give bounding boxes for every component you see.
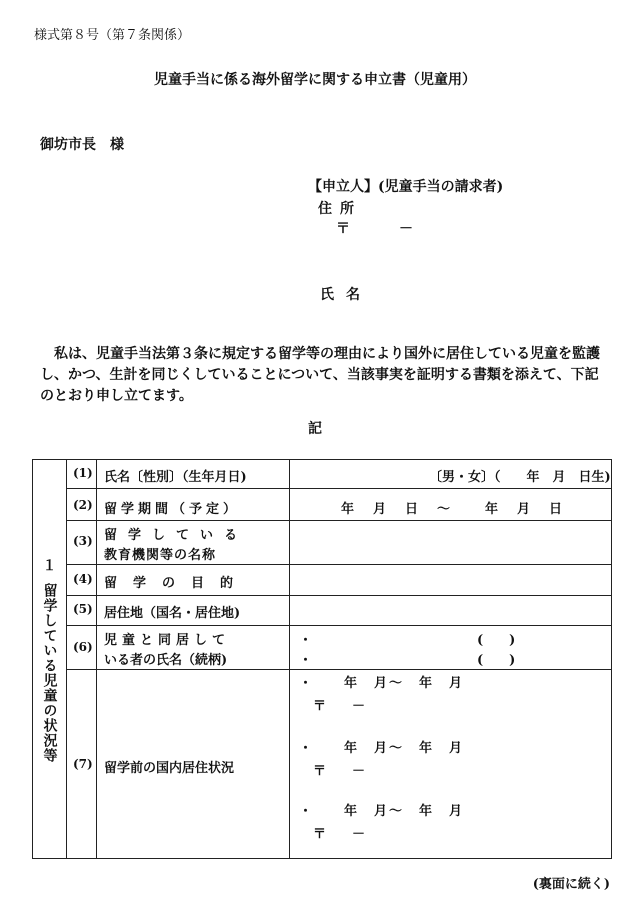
status-table [32,459,612,859]
form-number: 様式第８号（第７条関係） [34,28,191,43]
cohabitant-entry: ・ [299,633,313,648]
row-number: (4) [73,572,93,586]
table-divider [66,520,611,521]
table-divider [66,625,611,626]
table-divider [66,595,611,596]
residence-postal: 〒 － [313,764,366,779]
row-label: 留学前の国内居住状況 [104,761,235,776]
recipient: 御坊市長 様 [40,137,124,153]
row-label: 教育機関等の名称 [104,548,217,563]
row-label: 留学している [104,528,249,543]
table-divider [66,669,611,670]
ki-heading: 記 [308,421,322,437]
document-title: 児童手当に係る海外留学に関する申立書（児童用） [154,72,476,88]
section-label [33,460,66,858]
table-divider [66,488,611,489]
cohabitant-relation: ( ) [477,653,516,668]
row-label: 留学の目的 [104,576,250,591]
row-value: 〔男・女〕（ 年 月 日生) [429,470,611,485]
residence-period: ・ 年 月～ 年 月 [299,741,465,756]
residence-postal: 〒 － [313,699,366,714]
section-number: １ [42,558,57,574]
postal-mark: 〒 [336,221,350,237]
table-divider [66,564,611,565]
applicant-title: 【申立人】(児童手当の請求者) [308,179,504,195]
row-label: いる者の氏名（続柄) [104,653,228,668]
row-number: (1) [73,466,93,480]
row-number: (7) [73,757,93,771]
row-label: 児童と同居して [104,633,231,648]
row-label: 氏名〔性別〕（生年月日) [104,470,247,485]
row-number: (5) [73,602,93,616]
postal-dash: － [399,221,413,237]
cohabitant-relation: ( ) [477,633,516,648]
cohabitant-entry: ・ [299,653,313,668]
row-number: (3) [73,534,93,548]
name-label: 氏名 [320,287,372,303]
residence-postal: 〒 － [313,827,366,842]
section-title: 留学している児童の状況等 [41,583,58,763]
residence-period: ・ 年 月～ 年 月 [299,676,465,691]
row-label: 留学期間（予定） [104,502,241,517]
row-label: 居住地（国名・居住地) [104,606,241,621]
row-number: (2) [73,498,93,512]
row-value: 年 月 日 ～ 年 月 日 [341,502,566,517]
residence-period: ・ 年 月～ 年 月 [299,804,465,819]
address-label: 住所 [318,201,362,217]
statement-text: 私は、児童手当法第３条に規定する留学等の理由により国外に居住している児童を監護し、かつ、生計を同じくしていることについて、当該事実を証明する書類を添えて、下記のとおり申し立てます。 [40,346,600,404]
continue-note: (裏面に続く) [532,877,610,892]
row-number: (6) [73,640,93,654]
